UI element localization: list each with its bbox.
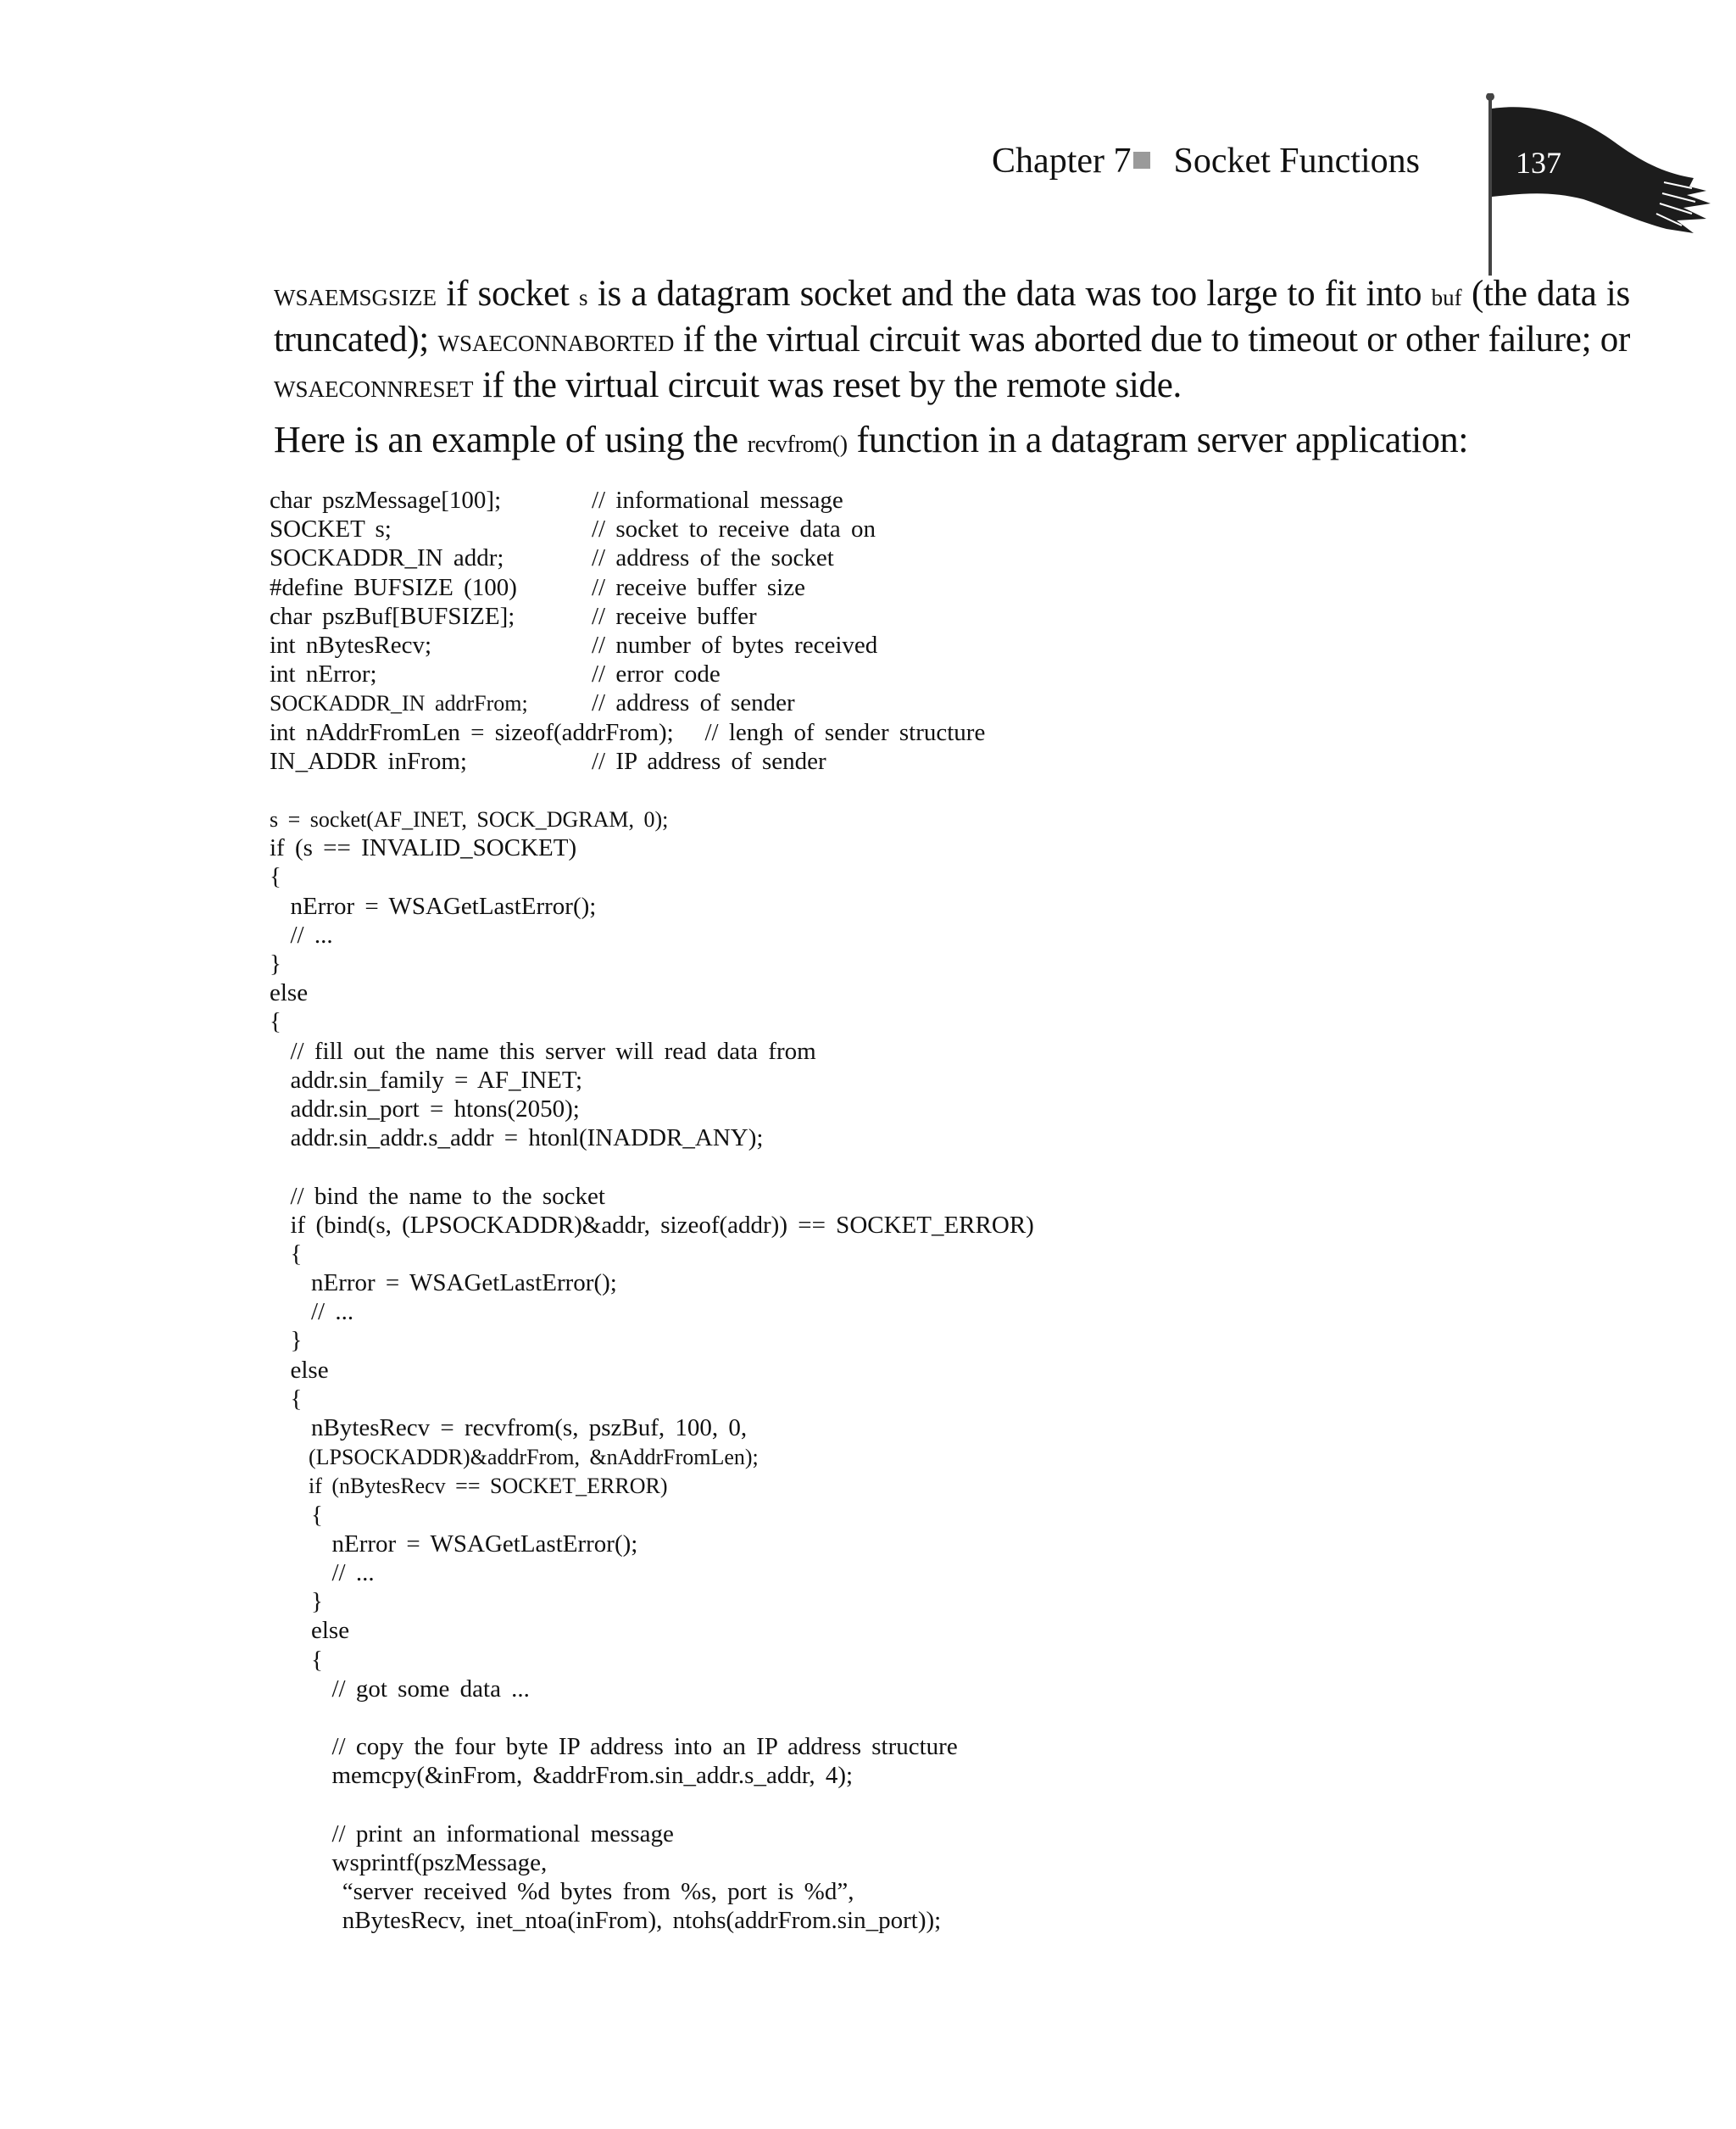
code-line <box>270 1471 1668 1500</box>
code-line <box>270 573 1668 602</box>
code-line <box>270 1646 1668 1675</box>
code-line <box>270 1326 1668 1355</box>
code-line <box>270 1413 1668 1442</box>
code-text: { <box>270 1008 281 1036</box>
code-line <box>270 862 1668 891</box>
paragraph-intro <box>274 419 1630 465</box>
code-comment: // address of the socket <box>592 544 834 572</box>
code-line <box>270 1356 1668 1385</box>
code-text: addr.sin_port = htons(2050); <box>270 1095 580 1123</box>
code-text: } <box>270 950 281 978</box>
code-comment: // informational message <box>592 487 843 514</box>
code-text: // fill out the name this server will read data from <box>270 1037 816 1065</box>
code-text: nBytesRecv, inet_ntoa(inFrom), ntohs(addrFrom.sin_port)); <box>270 1907 942 1935</box>
code-text: { <box>270 1385 303 1413</box>
code-line <box>270 1240 1668 1268</box>
code-line <box>270 1123 1668 1152</box>
code-line <box>270 1442 1668 1471</box>
code-text: nBytesRecv = recvfrom(s, pszBuf, 100, 0, <box>270 1414 748 1441</box>
code-text: { <box>270 1240 303 1268</box>
code-line <box>270 1095 1668 1123</box>
code-text: addr.sin_addr.s_addr = htonl(INADDR_ANY); <box>270 1124 764 1152</box>
code-line <box>270 1587 1668 1616</box>
code-text: else <box>270 1617 350 1645</box>
code-text: “server received %d bytes from %s, port is %d”, <box>270 1878 854 1905</box>
code-line <box>270 1268 1668 1297</box>
code-text: if (s == INVALID_SOCKET) <box>270 834 577 862</box>
code-line <box>270 1501 1668 1530</box>
code-line <box>270 543 1668 572</box>
code-comment: // address of sender <box>592 689 795 717</box>
code-text: SOCKADDR_IN addr; <box>270 544 504 572</box>
code-line <box>270 921 1668 950</box>
code-line <box>270 718 1668 747</box>
code-comment: // error code <box>592 660 721 688</box>
code-text: // print an informational message <box>270 1820 674 1848</box>
code-text: addr.sin_family = AF_INET; <box>270 1066 583 1094</box>
code-line <box>270 631 1668 660</box>
code-text: nError = WSAGetLastError(); <box>270 1269 617 1297</box>
code-text: char pszMessage[100]; <box>270 487 502 514</box>
code-text: if (bind(s, (LPSOCKADDR)&addr, sizeof(addr)) == SOCKET_ERROR) <box>270 1211 1034 1239</box>
code-line <box>270 1007 1668 1036</box>
code-line <box>270 1385 1668 1413</box>
code-text: SOCKADDR_IN addrFrom; <box>270 691 528 716</box>
code-text: { <box>270 1646 323 1674</box>
code-text: if (nBytesRecv == SOCKET_ERROR) <box>270 1474 668 1499</box>
code-line <box>270 950 1668 978</box>
code-text: char pszBuf[BUFSIZE]; <box>270 602 515 630</box>
code-text: nError = WSAGetLastError(); <box>270 892 597 920</box>
code-text: { <box>270 1501 323 1529</box>
code-text: // ... <box>270 1298 354 1326</box>
code-line <box>270 1675 1668 1703</box>
chapter-label: Chapter 7 <box>992 142 1132 181</box>
code-text: memcpy(&inFrom, &addrFrom.sin_addr.s_addr, 4); <box>270 1762 854 1790</box>
code-line <box>270 1877 1668 1906</box>
code-line <box>270 805 1668 833</box>
code-listing <box>270 486 1668 1935</box>
code-line <box>270 602 1668 631</box>
code-comment: // number of bytes received <box>592 631 878 659</box>
text-run: is a datagram socket and the data was too large to fit into <box>587 274 1432 314</box>
error-code: WSAECONNRESET <box>274 376 474 402</box>
code-line <box>270 1211 1668 1240</box>
code-text: // copy the four byte IP address into an IP address structure <box>270 1733 958 1761</box>
code-text: } <box>270 1327 303 1355</box>
code-text: #define BUFSIZE (100) <box>270 573 517 601</box>
code-comment: // socket to receive data on <box>592 516 876 543</box>
code-line <box>270 1848 1668 1877</box>
code-line <box>270 1037 1668 1066</box>
code-text: { <box>270 863 281 891</box>
code-line <box>270 1616 1668 1645</box>
code-text: (LPSOCKADDR)&addrFrom, &nAddrFromLen); <box>270 1445 759 1470</box>
code-line <box>270 1732 1668 1761</box>
blank-line <box>270 1790 1668 1819</box>
separator-square-icon <box>1133 152 1150 169</box>
code-text: else <box>270 979 309 1007</box>
param-name: buf <box>1431 285 1462 310</box>
code-text: // ... <box>270 921 333 949</box>
code-text: int nBytesRecv; <box>270 631 432 659</box>
paragraph-error-codes <box>274 273 1630 410</box>
code-line <box>270 747 1668 776</box>
error-code: WSAECONNABORTED <box>437 331 675 356</box>
code-line <box>270 515 1668 543</box>
error-code: WSAEMSGSIZE <box>274 285 437 310</box>
code-text: SOCKET s; <box>270 516 392 543</box>
code-text: // ... <box>270 1558 375 1586</box>
code-line <box>270 833 1668 862</box>
function-name: recvfrom() <box>747 432 848 458</box>
code-text: int nError; <box>270 660 377 688</box>
text-run: (the data is truncated); <box>274 274 1630 359</box>
code-line <box>270 486 1668 515</box>
text-run: Here is an example of using the <box>274 419 748 460</box>
text-run: function in a datagram server application: <box>847 419 1469 460</box>
code-text: s = socket(AF_INET, SOCK_DGRAM, 0); <box>270 807 669 833</box>
code-line <box>270 688 1668 717</box>
flag-icon <box>1465 93 1719 288</box>
code-line <box>270 1906 1668 1935</box>
code-comment: // IP address of sender <box>592 747 826 775</box>
code-text: else <box>270 1356 329 1384</box>
code-comment: // receive buffer size <box>592 573 805 601</box>
param-name: s <box>578 285 588 310</box>
text-run: if the virtual circuit was aborted due to timeout or other failure; or <box>674 320 1630 359</box>
section-title: Socket Functions <box>1173 142 1420 181</box>
blank-line <box>270 1152 1668 1181</box>
code-line <box>270 1820 1668 1848</box>
code-line <box>270 978 1668 1007</box>
code-line <box>270 892 1668 921</box>
code-line <box>270 1530 1668 1558</box>
blank-line <box>270 1703 1668 1732</box>
code-line <box>270 1297 1668 1326</box>
code-text: nError = WSAGetLastError(); <box>270 1530 638 1558</box>
code-text: // got some data ... <box>270 1675 530 1703</box>
code-comment: // receive buffer <box>592 602 757 630</box>
code-line <box>270 1558 1668 1587</box>
code-text: IN_ADDR inFrom; <box>270 747 467 775</box>
code-line <box>270 1066 1668 1095</box>
code-text: } <box>270 1588 323 1616</box>
text-run: if the virtual circuit was reset by the remote side. <box>473 365 1182 405</box>
code-text: int nAddrFromLen = sizeof(addrFrom); // lengh of sender structure <box>270 718 986 746</box>
code-line <box>270 660 1668 688</box>
page-number: 137 <box>1516 146 1561 180</box>
code-text: wsprintf(pszMessage, <box>270 1848 548 1876</box>
blank-line <box>270 776 1668 805</box>
code-line <box>270 1182 1668 1211</box>
text-run: if socket <box>437 274 579 314</box>
code-text: // bind the name to the socket <box>270 1182 605 1210</box>
code-line <box>270 1761 1668 1790</box>
